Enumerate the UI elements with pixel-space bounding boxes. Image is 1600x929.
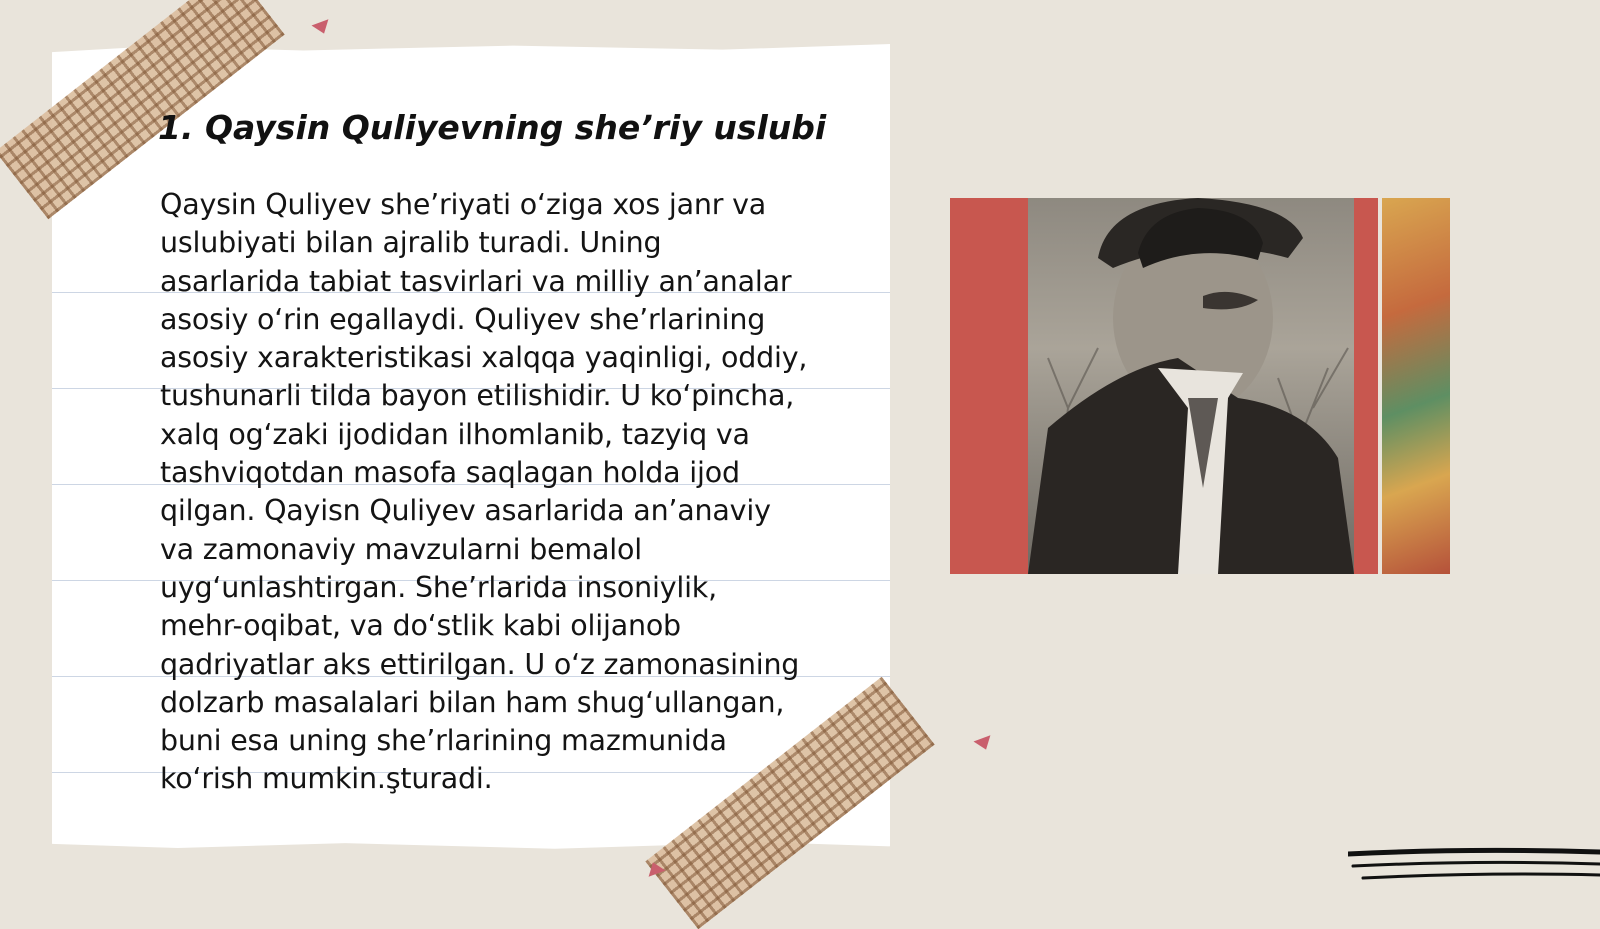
slide-body-text: Qaysin Quliyev she’riyati o‘ziga xos janr va uslubiyati bilan ajralib turadi. Uning asarlarida tabiat tasvirlari va milliy an’analar asosiy o‘rin egallaydi. Quliyev she’rlarining asosiy xarakteristikasi xalqqa yaqinligi, oddiy, tushunarli tilda bayon etilishidir. U ko‘pincha, xalq og‘zaki ijodidan ilhomlanib, tazyiq va tashviqotdan masofa saqlagan holda ijod qilgan. Qayisn Quliyev asarlarida an’anaviy va zamonaviy mavzularni bemalol uyg‘unlashtirgan. She’rlarida insoniylik, mehr-oqibat, va do‘stlik kabi olijanob qadriyatlar aks ettirilgan. U o‘z zamonasining dolzarb masalalari bilan ham shug‘ullangan, buni esa uning she’rlarining mazmunida ko‘rish mumkin.şturadi.: [160, 188, 808, 796]
decorative-art-strip: [1382, 198, 1450, 574]
slide-title: 1. Qaysin Quliyevning she’riy uslubi: [158, 108, 827, 147]
portrait-photo-frame: [950, 198, 1450, 574]
photo-red-band-left: [950, 198, 1028, 574]
portrait-photo: [1028, 198, 1354, 574]
tape-tip-bottom: [973, 735, 994, 752]
tape-tip-top: [311, 19, 332, 36]
portrait-illustration: [1028, 198, 1354, 574]
decorative-lines-icon: [1348, 846, 1600, 886]
photo-red-band-right: [1354, 198, 1378, 574]
